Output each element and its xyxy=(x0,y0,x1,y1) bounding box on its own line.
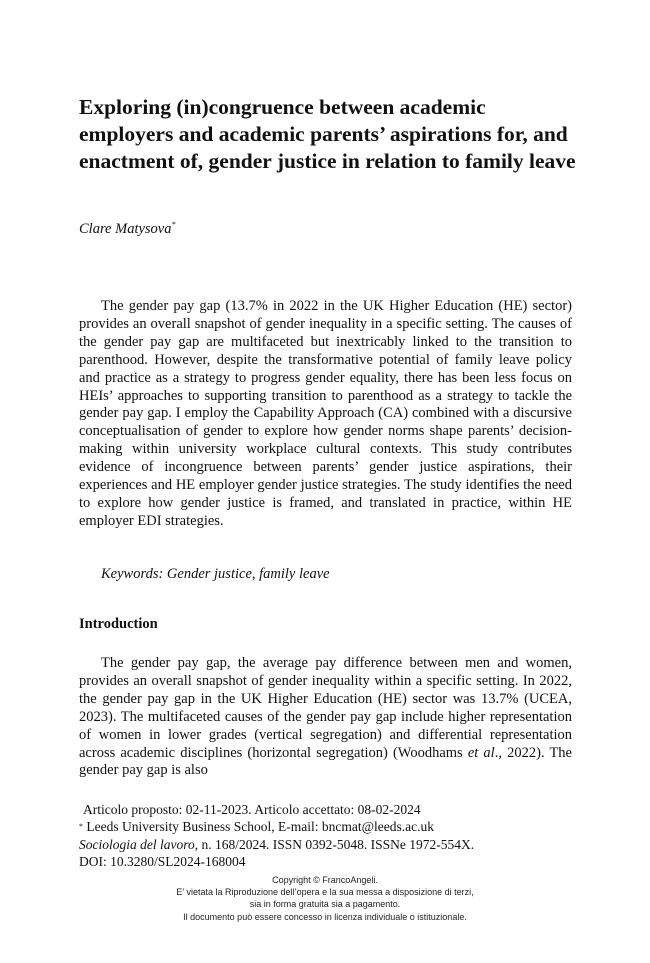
article-title: Exploring (in)congruence between academic employers and academic parents’ aspirations for, and enactment of, gender justice in relation to family leave xyxy=(79,95,576,173)
author-line xyxy=(79,221,479,238)
introduction-paragraph xyxy=(79,655,572,780)
copyright-line-2: E’ vietata la Riproduzione dell’opera e la sua messa a disposizione di terzi, xyxy=(176,887,474,898)
abstract: The gender pay gap (13.7% in 2022 in the UK Higher Education (HE) sector) provides an overall snapshot of gender inequality in a specific setting. The causes of the gender pay gap are multifaceted but inextricably linked to the transition to parenthood. However, despite the transformative potential of family leave policy and practice as a strategy to progress gender equality, there has been less focus on HEIs’ approaches to supporting transition to parenthood as a strategy to tackle the gender pay gap. I employ the Capability Approach (CA) combined with a discursive conceptualisation of gender to explore how gender norms shape parents’ decision-making within university workplace cultural contexts. This study contributes evidence of incongruence between parents’ gender justice aspirations, their experiences and HE employer gender justice strategies. The study identifies the need to explore how gender justice is framed, and translated in practice, within HE employer EDI strategies. xyxy=(79,298,572,529)
author-footnote-mark: * xyxy=(171,220,176,229)
journal-name: Sociologia del lavoro xyxy=(79,836,195,852)
intro-text-part-2: ., 2022). The gender pay gap is also xyxy=(79,744,572,779)
intro-text-part-1: The gender pay gap, the average pay difference between men and women, provides an overall snapshot of gender inequality within a specific setting. In 2022, the gender pay gap in the UK Higher Education (HE) sector was 13.7% (UCEA, 2023). The multifaceted causes of the gender pay gap include higher representation of women in lower grades (vertical segregation) and differential representation across academic disciplines (horizontal segregation) (Woodhams xyxy=(79,655,572,761)
copyright-notice xyxy=(100,874,550,923)
affiliation-footnote xyxy=(79,818,572,835)
copyright-line-4: Il documento può essere concesso in licenza individuale o istituzionale. xyxy=(183,911,467,922)
footnotes xyxy=(79,801,572,870)
journal-details: , n. 168/2024. ISSN 0392-5048. ISSNe 1972-554X. xyxy=(194,836,475,852)
doi: DOI: 10.3280/SL2024-168004 xyxy=(79,853,246,869)
submission-dates: Articolo proposto: 02-11-2023. Articolo accettato: 08-02-2024 xyxy=(83,802,421,817)
affiliation-footnote-mark: * xyxy=(79,822,83,832)
copyright-line-3: sia in forma gratuita sia a pagamento. xyxy=(249,899,401,910)
section-heading-introduction: Introduction xyxy=(79,616,158,632)
keywords: Keywords: Gender justice, family leave xyxy=(101,566,330,582)
author-name: Clare Matysova xyxy=(79,221,172,237)
intro-text-etal: et al xyxy=(467,744,495,761)
affiliation-text: Leeds University Business School, E-mail: bncmat@leeds.ac.uk xyxy=(86,819,434,835)
copyright-line-1: Copyright © FrancoAngeli. xyxy=(272,875,378,885)
journal-citation xyxy=(79,836,572,853)
